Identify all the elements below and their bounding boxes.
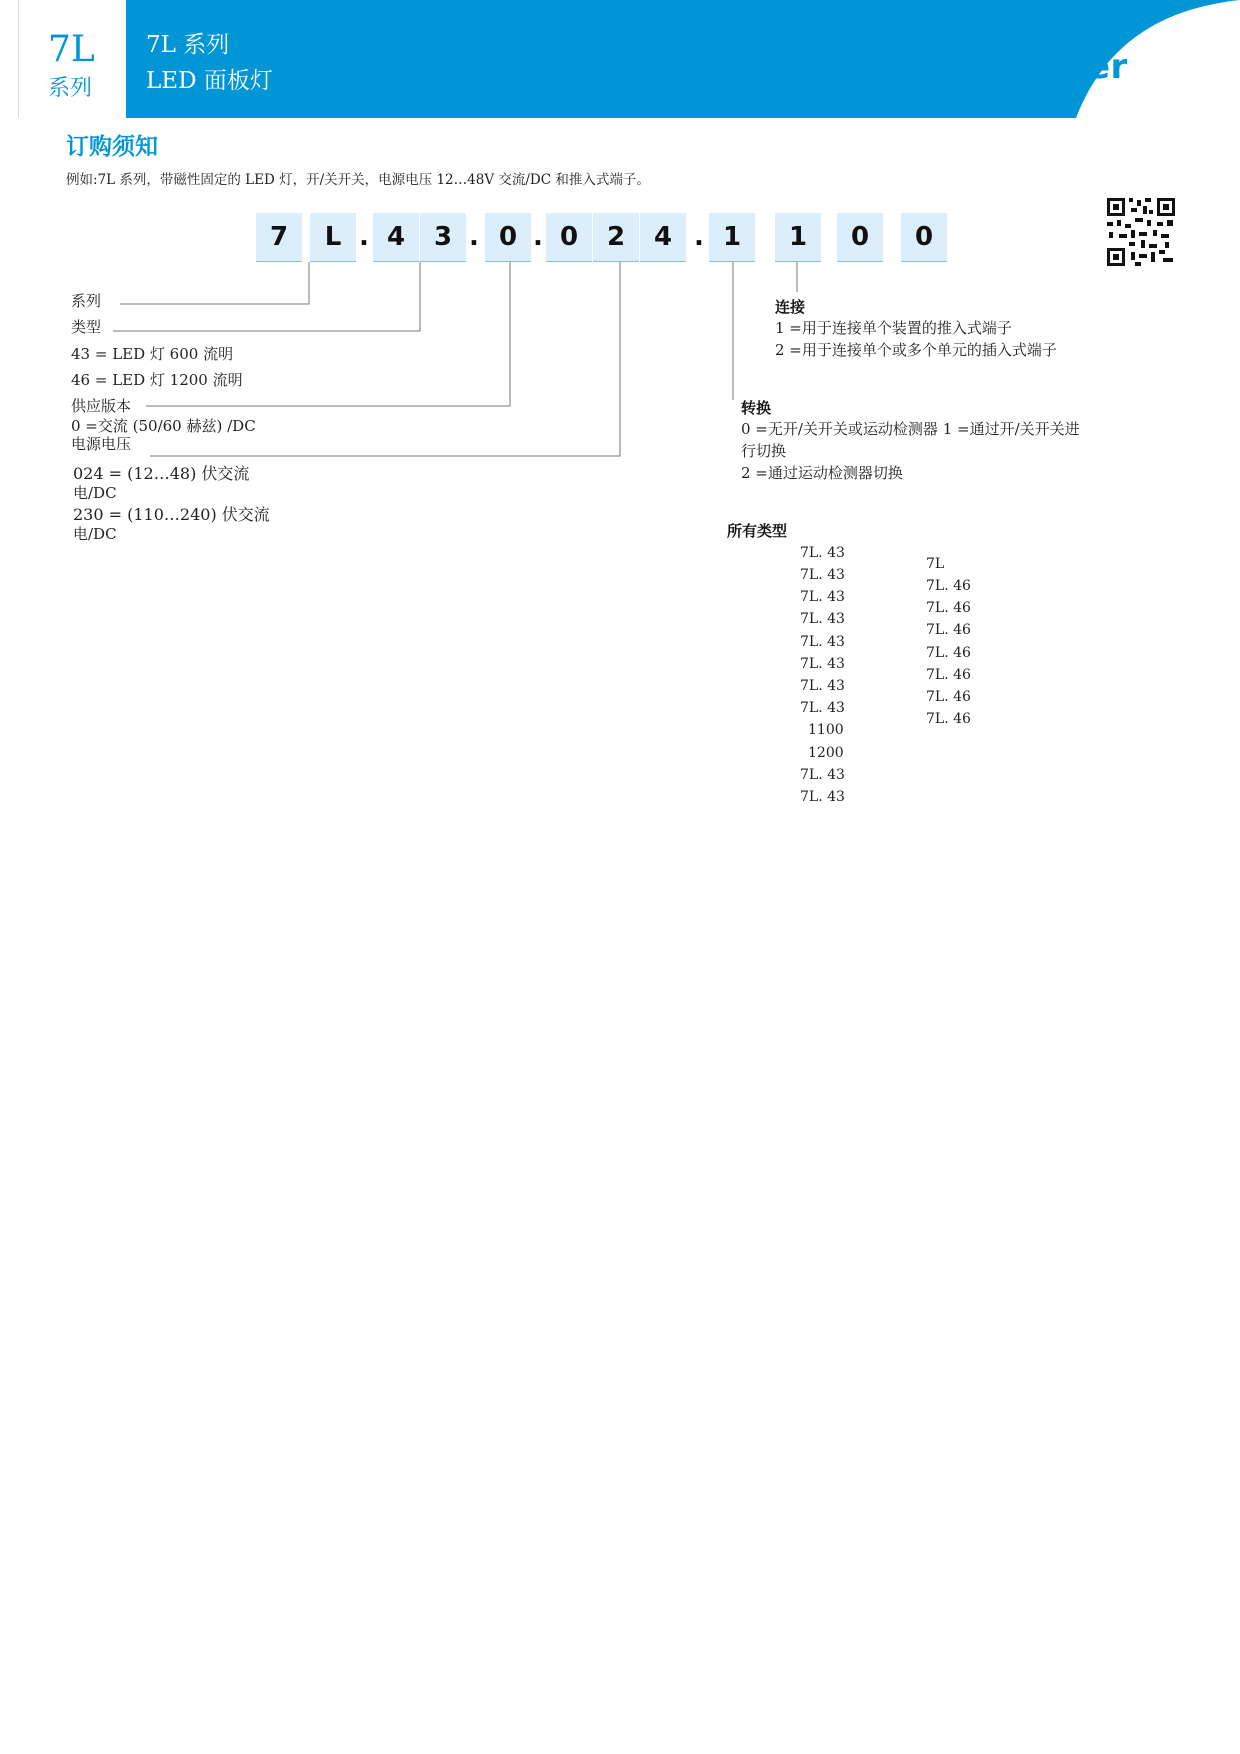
type-list-item: 7L. 46 — [926, 711, 971, 727]
type-list-item: 7L — [926, 556, 945, 572]
code-char-9: 1 — [709, 213, 755, 262]
type-list-item: 1100 — [808, 722, 844, 738]
type-list-item: 7L. 46 — [926, 578, 971, 594]
label-type-46: 46 = LED 灯 1200 流明 — [71, 371, 243, 389]
code-separator: . — [469, 222, 479, 252]
label-supply-0: 0 =交流 (50/60 赫兹) /DC — [71, 417, 256, 435]
label-sw-0-line2: 行切换 — [741, 442, 787, 460]
label-switching: 转换 — [741, 399, 772, 417]
code-separator: . — [694, 222, 704, 252]
label-supply-version: 供应版本 — [71, 397, 132, 415]
label-v230-line2: 电/DC — [73, 525, 117, 543]
type-list-item: 7L. 46 — [926, 600, 971, 616]
code-char-2: L — [310, 213, 356, 262]
finder-logo-text: finder — [1010, 47, 1128, 87]
label-v024-line2: 电/DC — [73, 484, 117, 502]
code-char-5: 0 — [485, 213, 531, 262]
code-char-8: 4 — [640, 213, 686, 262]
code-separator: . — [359, 222, 369, 252]
code-char-3: 4 — [373, 213, 419, 262]
type-list-item: 7L. 43 — [800, 700, 845, 716]
type-list-item: 7L. 43 — [800, 545, 845, 561]
header-title-line1: 7L 系列 — [146, 32, 230, 58]
type-list-item: 7L. 46 — [926, 667, 971, 683]
type-list-item: 7L. 43 — [800, 589, 845, 605]
type-list-item: 1200 — [808, 745, 844, 761]
label-voltage: 电源电压 — [71, 435, 132, 453]
header-title-line2: LED 面板灯 — [146, 68, 273, 94]
label-conn-1: 1 =用于连接单个装置的推入式端子 — [775, 319, 1012, 337]
label-type: 类型 — [71, 318, 102, 336]
label-v024-line1: 024 = (12…48) 伏交流 — [73, 464, 250, 483]
label-sw-0-line1: 0 =无开/关开关或运动检测器 1 =通过开/关开关进 — [741, 420, 1080, 438]
code-char-10: 1 — [775, 213, 821, 262]
label-all-types: 所有类型 — [727, 522, 788, 540]
label-connection: 连接 — [775, 298, 806, 316]
code-char-6: 0 — [546, 213, 592, 262]
code-char-11: 0 — [837, 213, 883, 262]
label-conn-2: 2 =用于连接单个或多个单元的插入式端子 — [775, 341, 1057, 359]
type-list-item: 7L. 43 — [800, 767, 845, 783]
type-list-item: 7L. 43 — [800, 678, 845, 694]
type-list-item: 7L. 43 — [800, 789, 845, 805]
code-char-12: 0 — [901, 213, 947, 262]
label-series: 系列 — [71, 292, 102, 310]
type-list-item: 7L. 46 — [926, 622, 971, 638]
series-code: 7L — [48, 29, 95, 70]
code-char-1: 7 — [256, 213, 302, 262]
type-list-item: 7L. 43 — [800, 656, 845, 672]
type-list-item: 7L. 43 — [800, 611, 845, 627]
label-sw-2: 2 =通过运动检测器切换 — [741, 464, 903, 482]
type-list-item: 7L. 46 — [926, 645, 971, 661]
series-word: 系列 — [48, 76, 93, 101]
code-separator: . — [533, 222, 543, 252]
label-type-43: 43 = LED 灯 600 流明 — [71, 345, 234, 363]
section-title: 订购须知 — [66, 134, 158, 160]
type-list-item: 7L. 43 — [800, 634, 845, 650]
example-text: 例如:7L 系列，带磁性固定的 LED 灯，开/关开关，电源电压 12…48V 交流/DC 和推入式端子。 — [66, 172, 650, 188]
code-char-7: 2 — [593, 213, 639, 262]
code-char-4: 3 — [420, 213, 466, 262]
type-list-item: 7L. 43 — [800, 567, 845, 583]
type-list-item: 7L. 46 — [926, 689, 971, 705]
label-v230-line1: 230 = (110…240) 伏交流 — [73, 505, 270, 524]
